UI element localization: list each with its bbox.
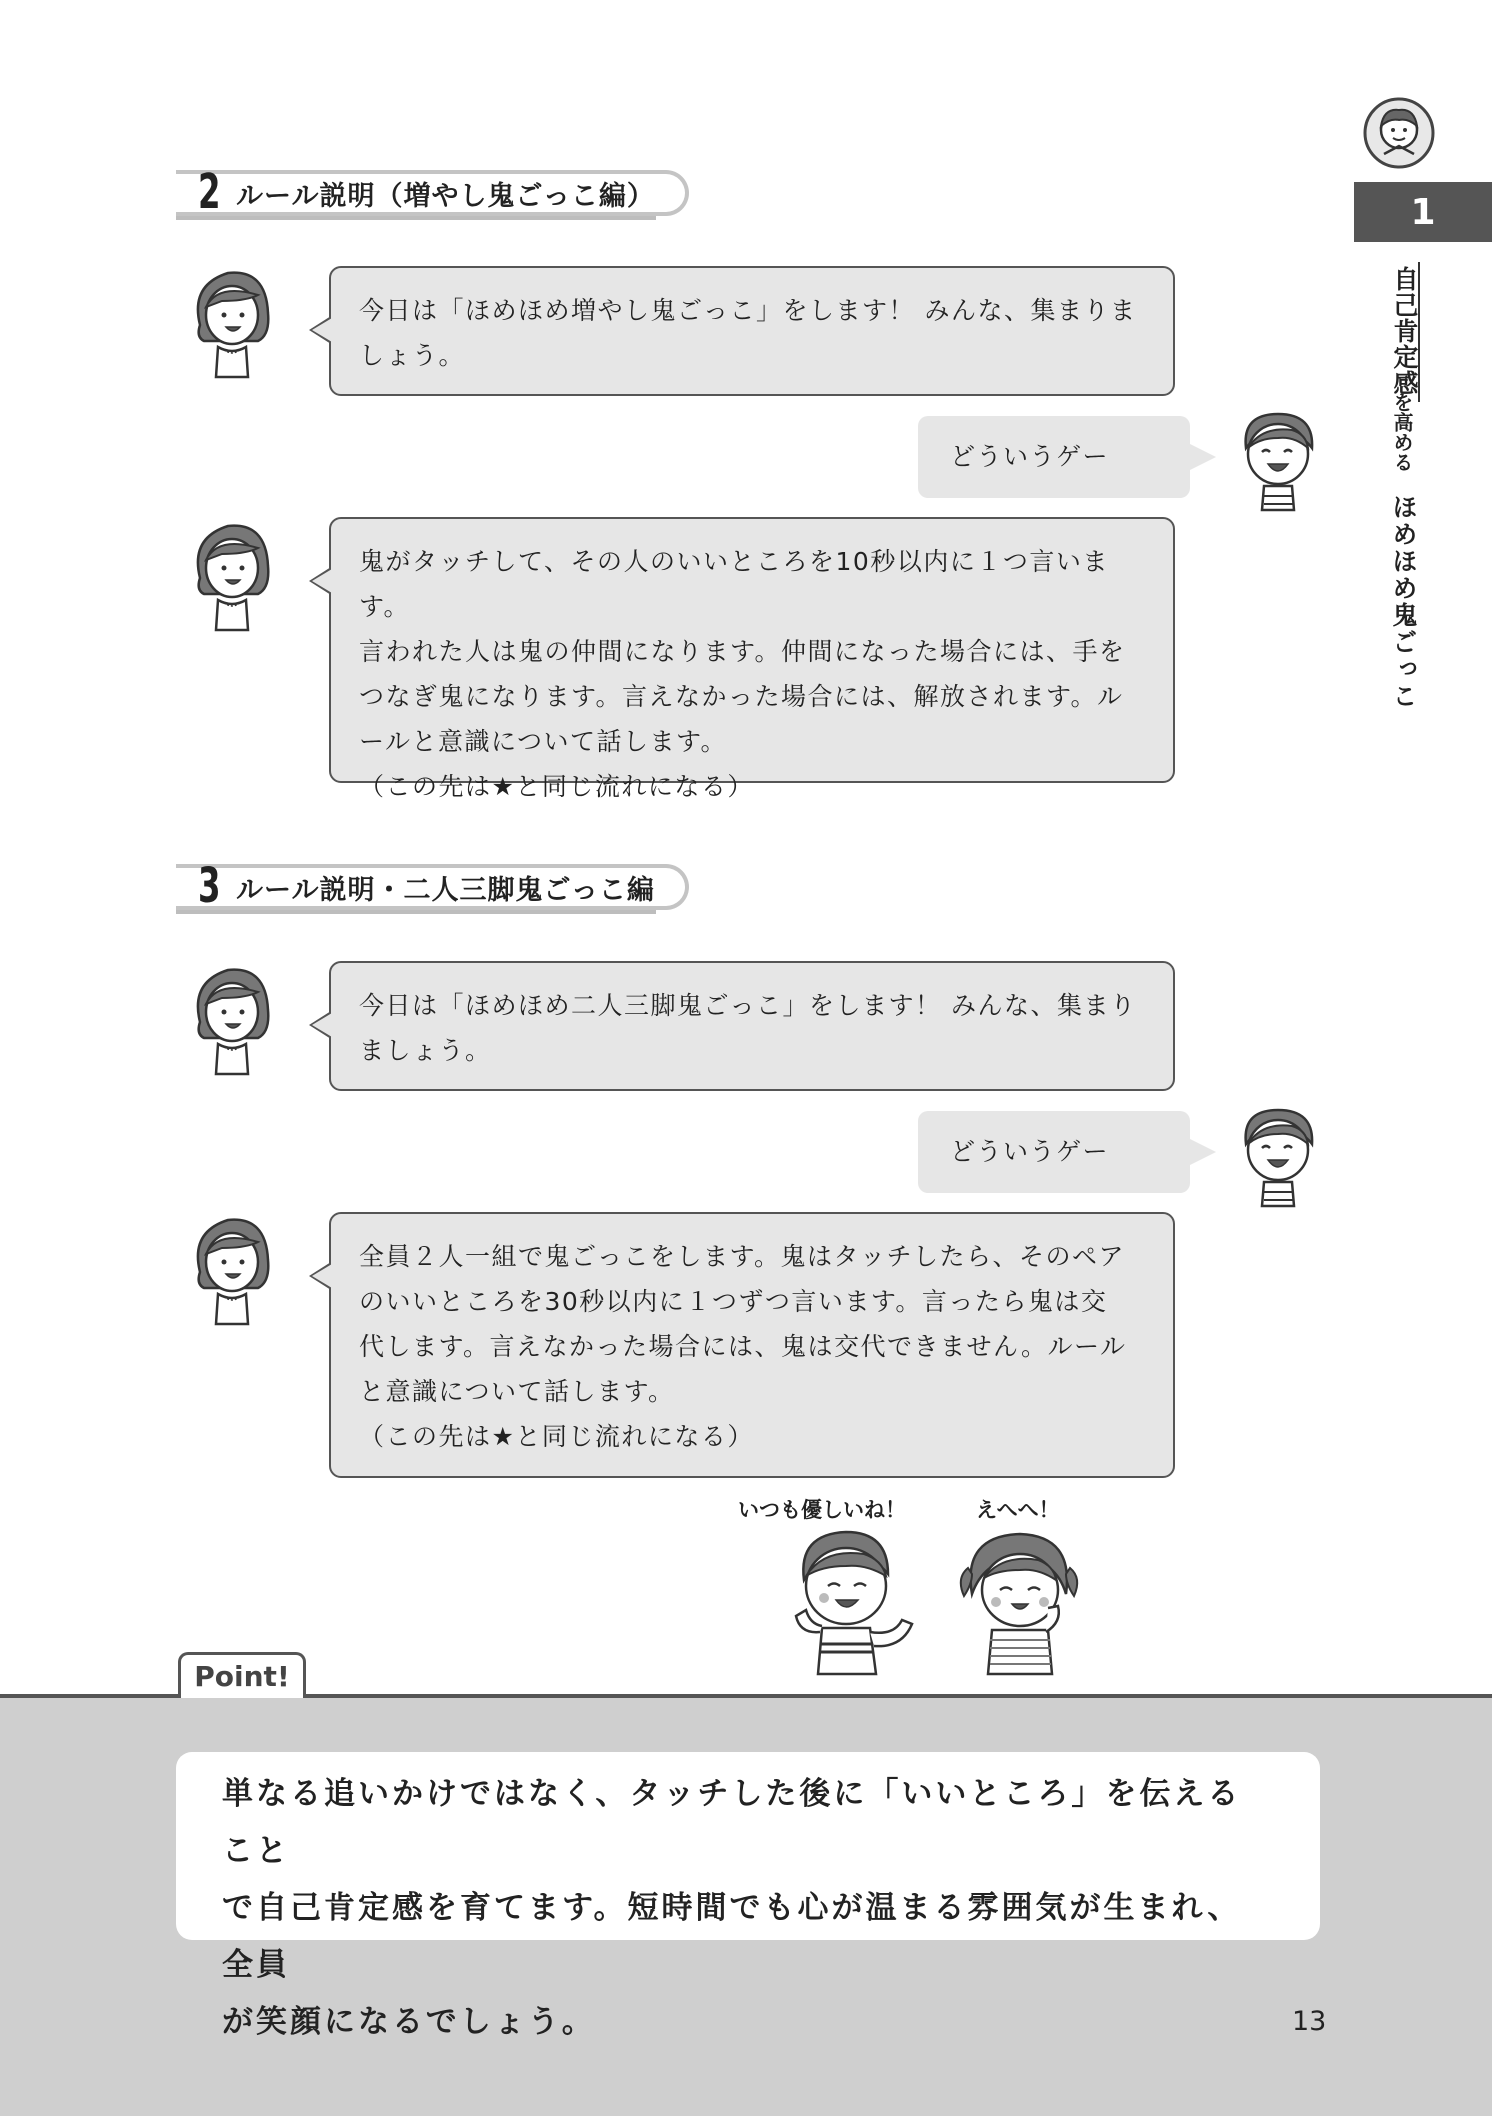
section-3-teacher-bubble-2 xyxy=(329,1212,1175,1478)
page-number: 13 xyxy=(1292,2006,1327,2037)
teacher-avatar-icon xyxy=(188,962,274,1077)
teacher-avatar-icon xyxy=(188,265,274,380)
section-3-title: ルール説明・二人三脚鬼ごっこ編 xyxy=(236,874,655,906)
bubble-line: つなぎ鬼になります。言えなかった場合には、解放されます。ル xyxy=(359,682,1124,711)
boy-caption: いつも優しいね！ xyxy=(738,1498,906,1522)
boy-praising-illustration xyxy=(784,1524,920,1676)
child-avatar-icon xyxy=(1236,408,1320,512)
bubble-text: 今日は「ほめほめ増やし鬼ごっこ」をします！ みんな、集まりましょう。 xyxy=(359,296,1137,370)
bubble-line: （この先は★と同じ流れになる） xyxy=(359,1422,754,1451)
chapter-number-tab: 1 xyxy=(1354,182,1492,242)
bubble-line: と意識について話します。 xyxy=(359,1377,675,1406)
bubble-line: のいいところを30秒以内に１つずつ言います。言ったら鬼は交 xyxy=(359,1287,1108,1316)
bubble-text: 今日は「ほめほめ二人三脚鬼ごっこ」をします！ みんな、集まりましょう。 xyxy=(359,991,1137,1065)
chapter-title-sub: を高める xyxy=(1390,392,1414,472)
bubble-line: 鬼がタッチして、その人のいいところを10秒以内に１つ言います。 xyxy=(359,547,1109,621)
bubble-line: 言われた人は鬼の仲間になります。仲間になった場合には、手を xyxy=(359,637,1126,666)
girl-caption: えへへ！ xyxy=(976,1498,1060,1522)
section-3-teacher-bubble-1 xyxy=(329,961,1175,1091)
bubble-line: （この先は★と同じ流れになる） xyxy=(359,772,754,801)
section-3-number: 3 xyxy=(198,858,221,914)
section-2-teacher-bubble-1 xyxy=(329,266,1175,396)
chapter-title-main: 自己肯定感 xyxy=(1390,266,1419,396)
bubble-line: 代します。言えなかった場合には、鬼は交代できません。ルール xyxy=(359,1332,1127,1361)
section-2-underline xyxy=(176,216,656,220)
bubble-line: ールと意識について話します。 xyxy=(359,727,728,756)
chapter-game-name: ほめほめ鬼ごっこ xyxy=(1389,494,1418,710)
bubble-text: どういうゲー xyxy=(950,442,1110,471)
teacher-avatar-icon xyxy=(188,1212,274,1327)
point-line: が笑顔になるでしょう。 xyxy=(222,2004,596,2040)
girl-smiling-illustration xyxy=(958,1524,1084,1676)
section-2-number: 2 xyxy=(198,164,221,220)
point-line: で自己肯定感を育てます。短時間でも心が温まる雰囲気が生まれ、全員 xyxy=(222,1890,1242,1983)
section-3-child-bubble xyxy=(918,1111,1190,1193)
child-avatar-icon xyxy=(1236,1104,1320,1208)
section-2-child-bubble xyxy=(918,416,1190,498)
teacher-avatar-icon xyxy=(188,518,274,633)
section-3-underline xyxy=(176,910,656,914)
point-label: Point! xyxy=(178,1652,306,1698)
section-2-title: ルール説明（増やし鬼ごっこ編） xyxy=(236,180,655,212)
section-3-pill xyxy=(176,858,689,914)
section-2-pill xyxy=(176,164,689,220)
bubble-line: 全員２人一組で鬼ごっこをします。鬼はタッチしたら、そのペア xyxy=(359,1242,1126,1271)
point-line: 単なる追いかけではなく、タッチした後に「いいところ」を伝えること xyxy=(222,1776,1242,1869)
bubble-text: どういうゲー xyxy=(950,1137,1110,1166)
chapter-character-icon xyxy=(1362,96,1436,170)
section-2-teacher-bubble-2 xyxy=(329,517,1175,801)
